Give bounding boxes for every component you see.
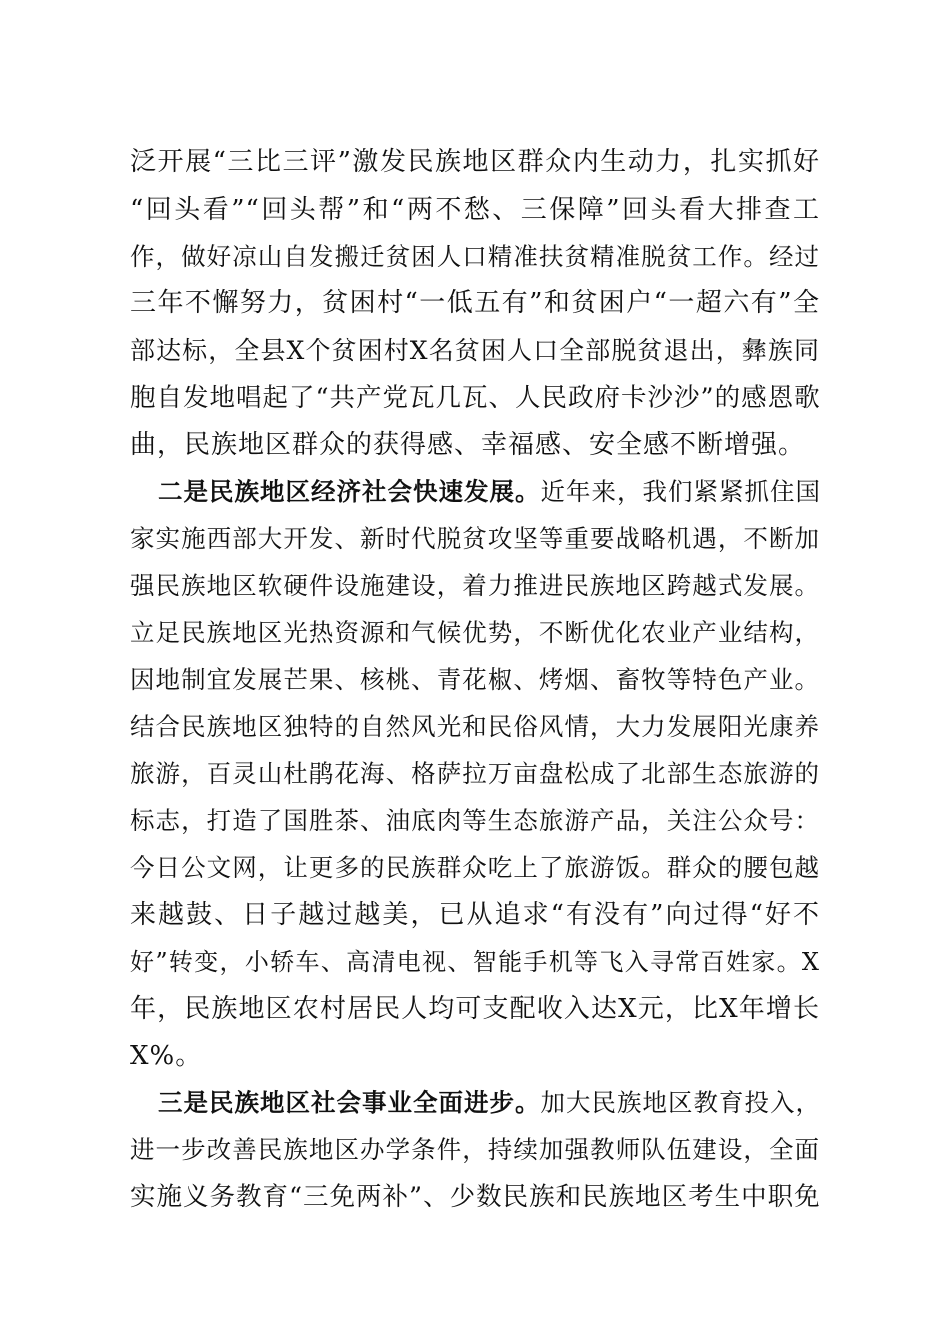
section-heading: 二是民族地区经济社会快速发展。 [158,477,541,506]
paragraph-line: “回头看”“回头帮”和“两不愁、三保障”回头看大排查工 [130,195,820,225]
paragraph-line: 家实施西部大开发、新时代脱贫攻坚等重要战略机遇，不断加 [130,524,820,553]
paragraph-line: 进一步改善民族地区办学条件，持续加强教师队伍建设，全面 [130,1135,820,1164]
paragraph-line: 泛开展“三比三评”激发民族地区群众内生动力，扎实抓好 [130,147,820,177]
paragraph-line: 胞自发地唱起了“共产党瓦几瓦、人民政府卡沙沙”的感恩歌 [130,383,821,413]
paragraph-line: 实施义务教育“三免两补”、少数民族和民族地区考生中职免 [130,1182,821,1212]
paragraph-text: 加大民族地区教育投入， [540,1088,821,1117]
paragraph-text: 近年来，我们紧紧抓住国 [540,477,821,506]
paragraph-line: 曲，民族地区群众的获得感、幸福感、安全感不断增强。 [130,430,806,460]
paragraph-line: 好”转变，小轿车、高清电视、智能手机等飞入寻常百姓家。X [130,948,820,976]
paragraph-line: 因地制宜发展芒果、核桃、青花椒、烤烟、畜牧等特色产业。 [130,665,820,694]
paragraph-line: 三年不懈努力，贫困村“一低五有”和贫困户“一超六有”全 [130,288,820,318]
paragraph-line: 部达标，全县X个贫困村X名贫困人口全部脱贫退出，彝族同 [130,336,820,365]
paragraph-line: 作，做好凉山自发搬迁贫困人口精准扶贫精准脱贫工作。经过 [130,242,820,271]
paragraph-line: 来越鼓、日子越过越美，已从追求“有没有”向过得“好不 [130,900,820,930]
paragraph-line: 结合民族地区独特的自然风光和民俗风情，大力发展阳光康养 [130,712,820,741]
paragraph-line: 今日公文网，让更多的民族群众吃上了旅游饭。群众的腰包越 [130,853,820,882]
paragraph-first-line [158,1086,820,1120]
paragraph-line: 强民族地区软硬件设施建设，着力推进民族地区跨越式发展。 [130,571,820,600]
paragraph-first-line [158,475,820,509]
paragraph-line: 立足民族地区光热资源和气候优势，不断优化农业产业结构， [130,618,820,647]
paragraph-line: X%。 [130,1041,203,1071]
paragraph-line: 年，民族地区农村居民人均可支配收入达X元，比X年增长 [130,994,820,1024]
paragraph-line: 标志，打造了国胜茶、油底肉等生态旅游产品，关注公众号： [130,806,820,835]
paragraph-line: 旅游，百灵山杜鹃花海、格萨拉万亩盘松成了北部生态旅游的 [130,759,820,788]
section-heading: 三是民族地区社会事业全面进步。 [158,1088,541,1117]
